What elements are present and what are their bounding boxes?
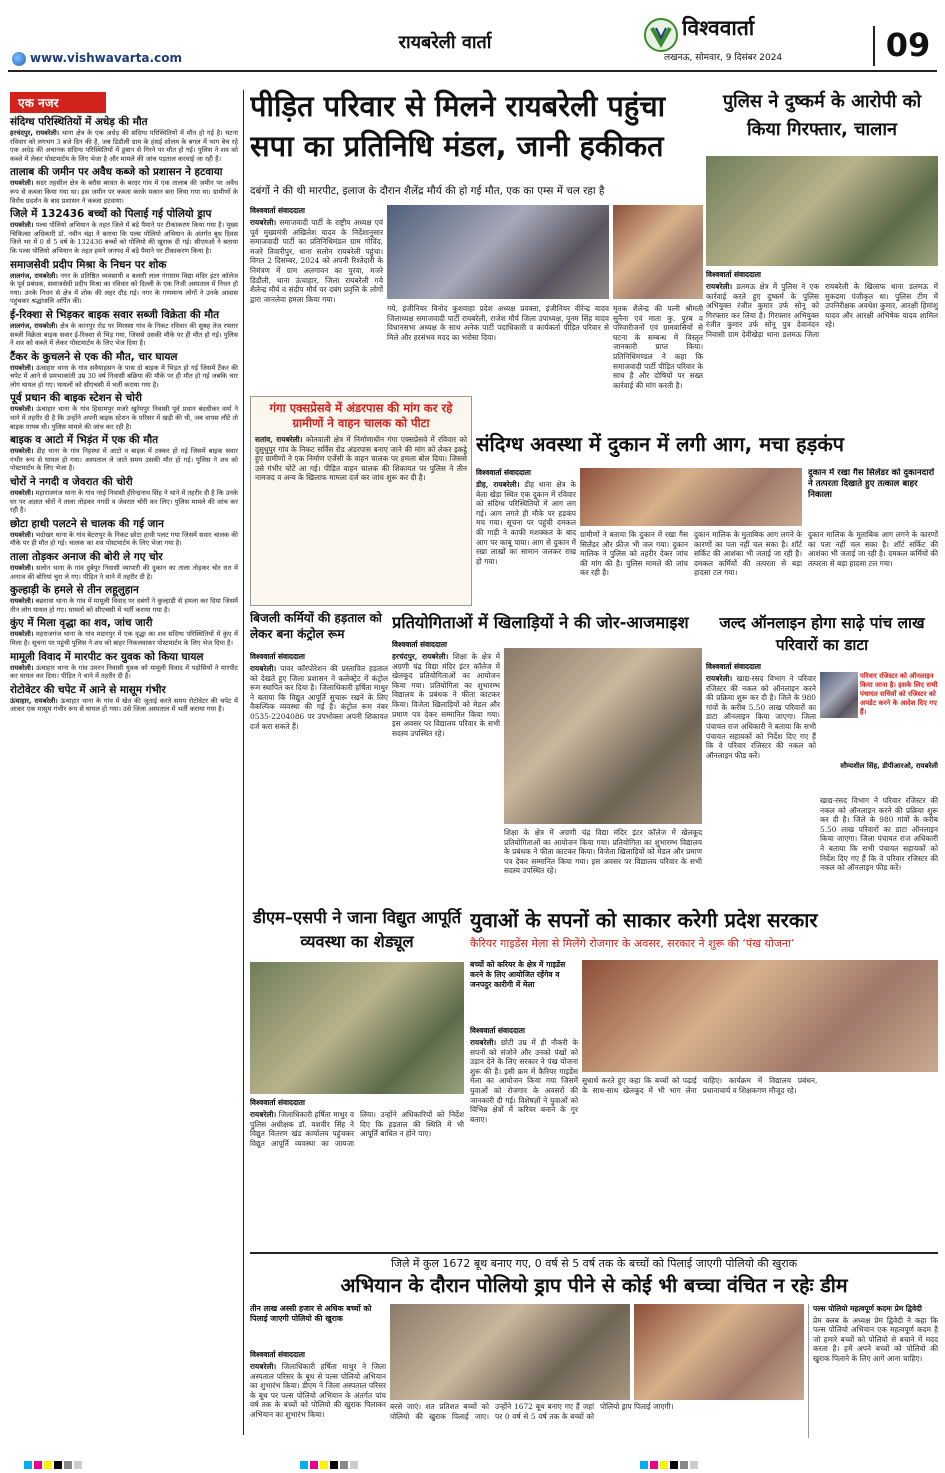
youth-headline: युवाओं के सपनों को साकार करेगी प्रदेश सरकार xyxy=(470,908,818,932)
sidebar-item-body: थाना क्षेत्र के एक अधेड़ की संदिग्ध परिस्थितियों में मौत हो गई है। घटना रविवार को लगभग 3 बजे दिन की है, जब डिडौली ग्राम के हंसई शोलम के बगल में भाग बेच रहे एक अधेड़ की अचानक संदिग्ध परिस्थितियों में डुबान से गिरने पर मौत हो गई। पुलिस ने शव को कब्जे में लेकर पोस्टमार्टम के लिए भेजा है और मामले की जांच पड़ताल करवाई जा रही है। xyxy=(10,129,238,163)
sidebar-item-dateline: रायबरेली। xyxy=(10,564,34,572)
power-headline: बिजली कर्मियों की हड़ताल को लेकर बना कंट्रोल रूम xyxy=(250,611,382,641)
sidebar-item-text xyxy=(10,322,238,348)
sidebar-item-dateline: रायबरेली। xyxy=(10,179,34,188)
sidebar-item-body: महाराजगंज थाना के गांव नरई निवासी हीरेन्द्रनाथ सिंह ने थाने में तहरीर दी है कि उनके घर पर अज्ञात चोरों ने ताला तोड़कर नगदी व जेवरात चोरी कर लिए। पुलिस मामले की जांच कर रही है। xyxy=(10,489,238,515)
lead-col-1 xyxy=(250,218,383,391)
sidebar-item-dateline: ऊंचाहार, रायबरेली। xyxy=(10,696,58,705)
sidebar-item-body: भदोखर थाना के गांव बेटरापुर के निकट छोटा हाथी पलट गया जिसमें सवार चालक की मौके पर ही मौत हो गई। चालक का शव पोस्टमार्टम के लिए भेजा गया है। xyxy=(10,530,238,548)
youth-subhead: कैरियर गाइडेंस मेला से मिलेंगे रोजगार के अवसर, सरकार ने शुरू की ‘पंख योजना’ xyxy=(470,937,795,950)
power-bureau: विश्ववार्ता संवाददाता xyxy=(250,652,305,661)
fire-dateline: डीह, रायबरेली। xyxy=(476,480,520,489)
ration-text: खाद्य-रसद विभाग ने परिवार रजिस्टर की नकल को ऑनलाइन करने की प्रक्रिया शुरू कर दी है। जिले के 980 गांवों के करीब 5.50 लाख परिवारों का डाटा ऑनलाइन किया जाएगा। जिला पंचायत राज अधिकारी ने बताया कि सभी पंचायत सहायकों को निर्देश दिए गए हैं कि वे परिवार रजिस्टर की नकल को ऑनलाइन फीड करें। xyxy=(706,674,816,760)
sidebar-item-text xyxy=(10,697,238,714)
fire-col-4: दुकान मालिक के मुताबिक आग लगने के कारणों का पता नहीं चल सका है। शॉर्ट सर्किट की आशंका भी जताई जा रही है। दमकल कर्मियों की तत्परता से बड़ा हादसा टल गया। xyxy=(808,530,938,568)
power-text: पावर कॉरपोरेशन की प्रस्तावित हड़ताल को देखते हुए जिला प्रशासन ने कलेक्ट्रेट में कंट्रोल रूम स्थापित कर दिया है। जिलाधिकारी हर्षिता माथुर ने बताया कि विद्युत आपूर्ति सुचारू रखने के लिए वैकल्पिक व्यवस्था की गई है। कंट्रोल रूम नंबर 0535-2204086 पर उपभोक्ता अपनी शिकायत दर्ज करा सकते हैं। xyxy=(250,664,388,731)
sidebar-item-body: सलोन थाना के गांव दुबेपुर निवासी व्यापारी की दुकान का ताला तोड़कर चोर रात में अनाज की बोरियां चुरा ले गए। पीड़ित ने थाने में तहरीर दी है। xyxy=(10,564,238,581)
sidebar-item-dateline: रायबरेली। xyxy=(10,663,34,672)
sidebar-item-text xyxy=(10,531,238,548)
lead-bureau: विश्ववार्ता संवाददाता xyxy=(250,206,305,215)
sidebar-item-body: सदर तहसील क्षेत्र के बरौस बरवत के बरदर गांव में एक तालाब की जमीन पर अवैध रूप से कब्जा किया गया था। इस जमीन पर कब्जा करके मकान बना लिया गया था। ग्रामीणों के विरोध प्रदर्शन के बाद प्रशासन ने कब्जा हटवाया। xyxy=(10,179,238,205)
masthead xyxy=(0,0,945,72)
sidebar-item-body: ऊंचाहार थाना के गांव में खेत की जुताई करते समय रोटोवेटर की चपेट में आकर एक मासूम गंभीर रूप से घायल हो गया। उसे जिला अस्पताल में भर्ती कराया गया है। xyxy=(10,696,238,714)
fire-quote: दुकान में रखा गैस सिलेंडर को दुकानदारों ने तत्परता दिखाते हुए तत्काल बाहर निकाला xyxy=(808,468,935,500)
sidebar-item-title: ई-रिक्शा से भिड़कर बाइक सवार सब्जी विक्रेता की मौत xyxy=(10,308,220,321)
ration-headline: जल्द ऑनलाइन होगा साढ़े पांच लाख परिवारों का डाटा xyxy=(719,614,925,654)
fire-bureau: विश्ववार्ता संवाददाता xyxy=(476,468,531,477)
sidebar-item-title: पूर्व प्रधान की बाइक स्टेशन से चोरी xyxy=(10,392,142,405)
polio-photo-1 xyxy=(390,1304,630,1400)
sidebar-item-text xyxy=(10,630,238,647)
polio-sub-text: प्रेम क्लब के अध्यक्ष प्रेम द्विवेदी ने कहा कि पल्स पोलियो अभियान एक महत्वपूर्ण कदम है जो हमारे बच्चों को पोलियो से बचाने में मदद करता है। हमें अपने बच्चों को पोलियो की खुराक पिलाने के लिए आगे आना चाहिए। xyxy=(813,1315,938,1363)
sidebar-item-title: ताला तोड़कर अनाज की बोरी ले गए चोर xyxy=(10,551,163,563)
sidebar-item-dateline: लालगंज, रायबरेली। xyxy=(10,321,58,330)
ration-dateline: रायबरेली। xyxy=(706,674,733,683)
ration-bureau: विश्ववार्ता संवाददाता xyxy=(706,662,761,671)
fire-col-2: ग्रामीणों ने बताया कि दुकान में रखा गैस सिलेंडर और फ्रीज़ भी जल गया। दुकान मालिक ने पुलिस को तहरीर देकर जांच की मांग की है। पुलिस मामले की जांच कर रही है। xyxy=(580,530,688,578)
sidebar-item-title: बाइक व आटो में भिड़ंत में एक की मौत xyxy=(10,434,159,447)
sidebar-item-dateline: रायबरेली। xyxy=(10,530,34,539)
sidebar-ek-nazar xyxy=(10,92,238,1432)
sidebar-item-text xyxy=(10,221,238,255)
sidebar-item-body: ऊंचाहार थाना के गांव सवैयाहसन के पास दो बाइक में भिड़त हो गई जिसमें टैंकर की चपेट में आने से प्रमभाकांती उम्र 30 वर्ष निवासी बछिया की मौके पर ही मौत हो गई जबकि चार लोग घायल हो गए। घायलों को सीएचसी में भर्ती कराया गया है। xyxy=(10,363,238,389)
website-url[interactable]: www.vishwavarta.com xyxy=(30,51,182,65)
fire-headline: संदिग्ध अवस्था में दुकान में लगी आग, मचा हड़कंप xyxy=(476,432,845,456)
sidebar-item-dateline: हरचंदपुर, रायबरेली। xyxy=(10,129,60,137)
masthead-rule xyxy=(8,70,937,72)
gangaexp-text: कोतवाली क्षेत्र में निर्माणाधीन गंगा एक्सप्रेसवे में रविवार को दुसुधुपुर गांव के निकट सर्विस रोड अंडरपास बनाए जाने की मांग को लेकर इकट्ठे हुए ग्रामीणों ने एक निर्माण एजेंसी के वाहन चालक पर हमला बोल दिया। जिससे उसे गंभीर चोटें आ गई। पीड़ित वाहन चालक की शिकायत पर पुलिस ने तीन नामजद व अन्य के खिलाफ मामला दर्ज कर जांच शुरू कर दी है। xyxy=(255,435,467,483)
fire-col-1 xyxy=(476,480,576,606)
sidebar-item-dateline: रायबरेली। xyxy=(10,447,34,456)
sidebar-item-body: ऊंचाहार थाना के गांव उमरन निवासी युवक को मामूली विवाद में पड़ोसियों ने मारपीट कर घायल कर दिया। पीड़ित ने थाने में तहरीर दी है। xyxy=(10,663,238,681)
sidebar-item-body: महराजगंज थाना के गांव मदारपुर में एक वृद्धा का शव संदिग्ध परिस्थितियों में कुंए में मिला है। सूचना पर पहुंची पुलिस ने शव को बाहर निकलवाकर पोस्टमार्टम के लिए भेज दिया है। xyxy=(10,630,238,647)
dmsp-text: जिलाधिकारी हर्षिता माथुर व पुलिस अधीक्षक डॉ. यशवीर सिंह ने विद्युत वितरण खंड कार्यालय पहुंचकर विद्युत आपूर्ति व्यवस्था का जायजा लिया। उन्होंने अधिकारियों को निर्देश दिए कि हड़ताल की स्थिति में भी आपूर्ति बाधित न होने पाए। xyxy=(250,1110,464,1148)
lead-subhead: दबंगों ने की थी मारपीट, इलाज के दौरान शैलेंद्र मौर्य की हो गई मौत, एक का एम्स में चल रहा है xyxy=(250,185,605,197)
polio-bureau: विश्ववार्ता संवाददाता xyxy=(250,1350,305,1359)
officer-photo xyxy=(820,672,858,718)
sidebar-item-title: कुंए में मिला वृद्धा का शव, जांच जारी xyxy=(10,617,153,630)
print-registration-bar-3 xyxy=(640,1461,698,1469)
sports-headline: प्रतियोगिताओं में खिलाड़ियों ने की जोर-आजमाइश xyxy=(392,613,689,632)
youth-photo xyxy=(582,960,938,1072)
police-headline: पुलिस ने दुष्कर्म के आरोपी को किया गिरफ्तार, चालान xyxy=(722,91,922,140)
sidebar-item-title: कुल्हाड़ी के हमले से तीन लहूलुहान xyxy=(10,584,139,597)
polio-text: जिलाधिकारी हर्षिता माथुर ने जिला अस्पताल परिसर के बूथ से पल्स पोलियो अभियान का शुभारंभ किया। डीएम ने जिला अस्पताल परिसर के बूथ पर पल्स पोलियो अभियान के अंतर्गत पांच वर्ष तक के बच्चों को पोलियो की खुराक पिलाकर अभियान का शुभारंभ किया। xyxy=(250,1362,386,1419)
sidebar-divider xyxy=(243,90,244,1435)
sidebar-item-title: संदिग्ध परिस्थितियों में अधेड़ की मौत xyxy=(10,116,148,128)
youth-bureau: विश्ववार्ता संवाददाता xyxy=(470,1026,525,1035)
sidebar-heading: एक नजर xyxy=(10,92,106,113)
sports-body-2: शिक्षा के क्षेत्र में अग्रणी चंद्र विद्या मंदिर इंटर कॉलेज में खेलकूद प्रतियोगिताओं का आयोजन किया गया। प्रतियोगिता का शुभारम्भ विद्यालय के प्रबंधक ने फीता काटकर किया। विजेता खिलाड़ियों को मेडल और प्रमाण पत्र देकर सम्मानित किया गया। इस अवसर पर विद्यालय परिवार के सभी सदस्य उपस्थित रहे। xyxy=(504,828,702,876)
dmsp-photo xyxy=(250,962,464,1094)
youth-body-2: सुधार्थ करते हुए कहा कि बच्चों को पढ़ाई के साथ-साथ खेलकूद में भी भाग लेना चाहिए। कार्यक्रम में विद्यालय प्रबंधन, प्रधानाचार्य व शिक्षकगण मौजूद रहे। xyxy=(582,1076,818,1095)
sidebar-items xyxy=(10,116,238,714)
sidebar-item-dateline: रायबरेली। xyxy=(10,221,34,230)
power-body xyxy=(250,664,388,899)
sidebar-item-body: नगर के प्रतिष्ठित व्यवसायी व बलारी लाल गंगाराम विद्या मंदिर इंटर कॉलेज के पूर्व प्रबंधक, समाजसेवी प्रदीप मिश्रा का रविवार को दिल्ली के एक निजी अस्पताल में निधन हो गया। उनके निधन से क्षेत्र में शोक की लहर दौड़ गई। नगर के गणमान्य लोगों ने उनके आवास पहुंचकर श्रद्धांजलि अर्पित की। xyxy=(10,271,238,306)
sidebar-item-body: पल्स पोलियो अभियान के तहत जिले में बड़े पैमाने पर टीकाकरण किया गया है। मुख्य चिकित्सा अधिकारी डॉ. नवीन चंद्रा ने बताया कि पल्स पोलियो अभियान के अंतर्गत बूथ दिवस जिले भर में 0 से 5 वर्ष के 132436 बच्चों को पोलियो की खुराक दी गई। सीएमओ ने बताया कि पल्स पोलियो अभियान के तहत हमने जनपद में बड़े पैमाने पर टीकाकरण किया है। xyxy=(10,221,238,255)
lead-headline: पीड़ित परिवार से मिलने रायबरेली पहुंचा सपा का प्रतिनिधि मंडल, जानी हकीकत xyxy=(250,89,666,163)
fire-text: डीह थाना क्षेत्र के बेला खेड़ा स्थित एक दुकान में रविवार को संदिग्ध परिस्थितियों में आग लग गई। आग लगते ही मौके पर हड़कंप मच गया। सूचना पर पहुंची दमकल की गाड़ी ने काफी मशक्कत के बाद आग पर काबू पाया। आग से दुकान में रखा लाखों का सामान जलकर राख हो गया। xyxy=(476,480,576,566)
fire-photo xyxy=(580,468,802,526)
dmsp-dateline: रायबरेली। xyxy=(250,1110,277,1119)
youth-quote: बच्चों को करियर के क्षेत्र में गाइडेंस करने के लिए आयोजित रहेंगेव व जनपदुर कारीगी में मेला xyxy=(470,960,566,989)
ration-body xyxy=(706,674,816,900)
gangaexp-box xyxy=(250,396,472,606)
sidebar-item-text xyxy=(10,489,238,515)
sidebar-item-dateline: रायबरेली। xyxy=(10,597,34,606)
sidebar-item-title: समाजसेवी प्रदीप मिश्रा के निधन पर शोक xyxy=(10,258,167,271)
sidebar-item-body: क्षेत्र के कानपुर रोड पर मिरस्सा गांव के निकट रविवार की सुबह तेज रफ्तार सब्जी विक्रेता बाइक सवार ई-रिक्शा से भिड़ गया, जिससे उसकी मौके पर ही मौत हो गई। पुलिस ने शव को कब्जे में लेकर पोस्टमार्टम के लिए भेज दिया है। xyxy=(10,321,238,348)
ration-callout-text: परिवार रजिस्टर को ऑनलाइन किया जाना है। इसके लिए सभी पंचायत सचिवों को रजिस्टर को अपडेट करने के आदेश दिए गए हैं। xyxy=(860,672,938,716)
polio-headline: अभियान के दौरान पोलियो ड्राप पीने से कोई भी बच्चा वंचित न रहेः डीम xyxy=(340,1274,848,1297)
lead-col-1-text: समाजवादी पार्टी के राष्ट्रीय अध्यक्ष एवं पूर्व मुख्यमंत्री अखिलेश यादव के निर्देशानुसार समाजवादी पार्टी का प्रतिनिधिमंडल ग्राम गोविंद, मजरे तिवारीपुर, थाना सलोन रायबरेली पहुंचा। विगत 2 दिसम्बर, 2024 को अपनी रिश्तेदारी के निमंत्रण में ग्राम अलगावन का पुरवा, मजरे डिडौली, थाना ऊंचाहार, जिला रायबरेली गये शैलेन्द्र मौर्य व संदीप मौर्य पर दबंग प्रवृत्ति के लोगों द्वारा जानलेवा हमला किया गया। xyxy=(250,218,383,304)
sidebar-item-title: छोटा हाथी पलटने से चालक की गई जान xyxy=(10,517,164,530)
sidebar-item-title: रोटोवेटर की चपेट में आने से मासूम गंभीर xyxy=(10,683,166,696)
brand-logo-icon xyxy=(644,18,678,52)
youth-body xyxy=(470,1038,578,1248)
sidebar-item-text xyxy=(10,447,238,473)
print-registration-bar xyxy=(24,1461,82,1469)
polio-dateline: रायबरेली। xyxy=(250,1362,277,1371)
sidebar-item-title: जिले में 132436 बच्चों को पिलाई गई पोलियो ड्राप xyxy=(10,208,212,221)
polio-top-rule xyxy=(250,1252,938,1254)
sidebar-item-dateline: लालगंज, रायबरेली। xyxy=(10,271,58,280)
youth-dateline: रायबरेली। xyxy=(470,1038,497,1047)
sidebar-item-text xyxy=(10,564,238,581)
sidebar-item-title: तालाब की जमीन पर अवैध कब्जे को प्रशासन ने हटवाया xyxy=(10,166,223,179)
sports-bureau: विश्ववार्ता संवाददाता xyxy=(392,640,447,649)
power-dateline: रायबरेली। xyxy=(250,664,277,673)
sidebar-item-text xyxy=(10,405,238,431)
sidebar-item-title: टैंकर के कुचलने से एक की मौत, चार घायल xyxy=(10,350,178,363)
sports-photo xyxy=(504,648,702,824)
sports-body xyxy=(392,652,500,900)
police-bureau: विश्ववार्ता संवाददाता xyxy=(706,270,761,279)
polio-sidebar-box xyxy=(808,1304,938,1438)
brand-name: विश्ववार्ता xyxy=(682,16,755,40)
dmsp-body xyxy=(250,1110,464,1248)
print-registration-bar-2 xyxy=(300,1461,358,1469)
gangaexp-dateline: सतांव, रायबरेली। xyxy=(255,435,303,444)
sidebar-item-title: चोरों ने नगदी व जेवरात की चोरी xyxy=(10,476,133,489)
gangaexp-headline: गंगा एक्सप्रेसवे में अंडरपास की मांग कर रहे ग्रामीणों ने वाहन चालक को पीटा xyxy=(269,401,453,430)
ration-callout xyxy=(820,672,938,792)
police-photo xyxy=(706,156,938,266)
dmsp-bureau: विश्ववार्ता संवाददाता xyxy=(250,1098,305,1107)
polio-banner: जिले में कुल 1672 बूथ बनाए गए, 0 वर्ष से 5 वर्ष तक के बच्चों को पिलाई जाएगी पोलियो की खुराक xyxy=(390,1257,798,1270)
lead-col-2: गये, इंजीनियर विनोद कुशवाहा प्रदेश अध्यक्ष प्रवक्ता, इंजीनियर वीरेन्द्र यादव जिलाध्यक्ष समाजवादी पार्टी रायबरेली, राजेश मौर्य जिला उपाध्यक्ष, पूनम सिंह यादव विधानसभा अध्यक्ष के साथ अनेक पार्टी पदाधिकारी व कार्यकर्ता पीड़ित परिवार से मिले और हरसंभव मदद का भरोसा दिया। xyxy=(387,304,609,342)
web-icon xyxy=(12,52,26,66)
sidebar-item-dateline: रायबरेली। xyxy=(10,405,34,414)
polio-body xyxy=(250,1362,386,1438)
sidebar-item-body: ऊंचाहार थाना के गांव हिसामपुर मजरे खुर्रमपुर निवासी पूर्व प्रधान बंदधीकर वर्मा ने थाने में तहरीर दी है कि उन्होंने अपनी बाइक स्टेशन के परिसर में खड़ी की थी, जब वापस लौटे तो बाइक गायब थी। पुलिस मामले की जांच कर रही है। xyxy=(10,405,238,431)
lead-photo-2 xyxy=(613,205,703,299)
sidebar-item-dateline: रायबरेली। xyxy=(10,630,34,639)
sidebar-item-title: मामूली विवाद में मारपीट कर युवक को किया घायल xyxy=(10,650,204,663)
dmsp-headline: डीएम–एसपी ने जाना विद्युत आपूर्ति व्यवस्था का शेड्यूल xyxy=(252,908,462,951)
polio-body-2: बरसे जाएं। शत प्रतिशत बच्चों को पोलियो की खुराक पिलाई जाए। उन्होंने 1672 बूथ बनाए गए हैं जहां पर 0 वर्ष से 5 वर्ष तक के बच्चों को पोलियो ड्राप पिलाई जाएगी। xyxy=(390,1402,674,1421)
polio-sub-title: पल्स पोलियो महत्वपूर्ण कदमः प्रेम द्विवेदी xyxy=(813,1304,922,1313)
ration-callout-name: सौम्यशील सिंह, डीपीआरओ, रायबरेली xyxy=(840,762,938,770)
sidebar-item-dateline: रायबरेली। xyxy=(10,363,34,372)
sidebar-item-dateline: रायबरेली। xyxy=(10,489,34,498)
sidebar-item-text xyxy=(10,597,238,614)
police-text xyxy=(706,282,938,392)
sidebar-item-text xyxy=(10,664,238,681)
lead-col-3: मृतक शैलेन्द्र की पत्नी श्रीमती सुनैना एवं माता कु. पूरब व परिवारीजनों एवं ग्रामवासियों से घटना के सम्बन्ध में विस्तृत जानकारी प्राप्त किया। प्रतिनिधिमण्डल ने कहा कि समाजवादी पार्टी पीड़ित परिवार के साथ है और दोषियों पर सख्त कार्रवाई की मांग करती है। xyxy=(613,304,703,390)
section-title: रायबरेली वार्ता xyxy=(398,32,492,52)
sidebar-item-text xyxy=(10,364,238,390)
issue-dateline: लखनऊ, सोमवार, 9 दिसंबर 2024 xyxy=(664,53,783,63)
gangaexp-body xyxy=(255,435,467,483)
police-text-body: डलमऊ क्षेत्र में पुलिस ने एक कार्रवाई करते हुए दुष्कर्म के पुलिस अभियुक्त रंजीत कुमार उर्फ सोनू को गिरफ्तार कर लिया है। गिरफ्तार अभियुक्त रंजीत कुमार उर्फ सोनू पुत्र देवानंदन निवासी ग्राम देवीखेड़ा थाना डलमऊ जिला रायबरेली के खिलाफ थाना डलमऊ में मुकदमा पंजीकृत था। पुलिस टीम में उपनिरीक्षक अवधेश कुमार, आरक्षी हिमांशु यादव और आरक्षी अभिषेक यादव शामिल रहे। xyxy=(706,282,938,339)
polio-quote: तीन लाख अस्सी हजार से अधिक बच्चों को पिलाई जाएगी पोलियो की खुराक xyxy=(250,1304,372,1323)
police-dateline: रायबरेली। xyxy=(706,282,733,291)
sidebar-item-text xyxy=(10,129,238,163)
polio-photo-2 xyxy=(634,1304,804,1400)
fire-col-3: दुकान मालिक के मुताबिक आग लगने के कारणों का पता नहीं चल सका है। शॉर्ट सर्किट की आशंका भी जताई जा रही है। दमकल कर्मियों की तत्परता से बड़ा हादसा टल गया। xyxy=(694,530,802,578)
lead-photo xyxy=(387,205,609,299)
sidebar-item-text xyxy=(10,272,238,306)
sidebar-item-body: डीह थाना के गांव निहस्था में आटो व बाइक में टक्कर हो गई जिसमें बाइक सवार गंभीर रूप से घायल हो गया। अस्पताल ले जाते समय उसकी मौत हो गई। पुलिस ने शव को पोस्टमार्टम के लिए भेजा है। xyxy=(10,447,238,473)
sports-text: शिक्षा के क्षेत्र में अग्रणी चंद्र विद्या मंदिर इंटर कॉलेज में खेलकूद प्रतियोगिताओं का आयोजन किया गया। प्रतियोगिता का शुभारम्भ विद्यालय के प्रबंधक ने फीता काटकर किया। विजेता खिलाड़ियों को मेडल और प्रमाण पत्र देकर सम्मानित किया गया। इस अवसर पर विद्यालय परिवार के सभी सदस्य उपस्थित रहे। xyxy=(392,652,500,738)
ration-body-2: खाद्य-रसद विभाग ने परिवार रजिस्टर की नकल को ऑनलाइन करने की प्रक्रिया शुरू कर दी है। जिले के 980 गांवों के करीब 5.50 लाख परिवारों का डाटा ऑनलाइन किया जाएगा। जिला पंचायत राज अधिकारी ने बताया कि सभी पंचायत सहायकों को निर्देश दिए गए हैं कि वे परिवार रजिस्टर की नकल को ऑनलाइन फीड करें। xyxy=(820,796,938,873)
sidebar-item-text xyxy=(10,179,238,205)
sports-dateline: हरचंदपुर, रायबरेली। xyxy=(392,652,449,661)
page-number: 09 xyxy=(885,26,931,64)
youth-text: छोटी उम्र में ही नौकरी के सपनों को संजोने और उनको पंखों को उड़ान देने के लिए सरकार ने पंख योजना शुरू की है। इसी क्रम में कैरियर गाइडेंस मेला का आयोजन किया गया जिसमें युवाओं को रोजगार के अवसरों की जानकारी दी गई। विशेषज्ञों ने युवाओं को विभिन्न क्षेत्रों में करियर बनाने के गुर बताए। xyxy=(470,1038,578,1124)
lead-dateline: रायबरेली। xyxy=(250,218,277,227)
sidebar-item-body: बछरावां थाना के गांव में मामूली विवाद पर दबंगों ने कुल्हाड़ी से हमला कर दिया जिसमें तीन लोग घायल हो गए। घायलों को सीएचसी में भर्ती कराया गया है। xyxy=(10,597,238,614)
masthead-divider xyxy=(873,26,875,66)
